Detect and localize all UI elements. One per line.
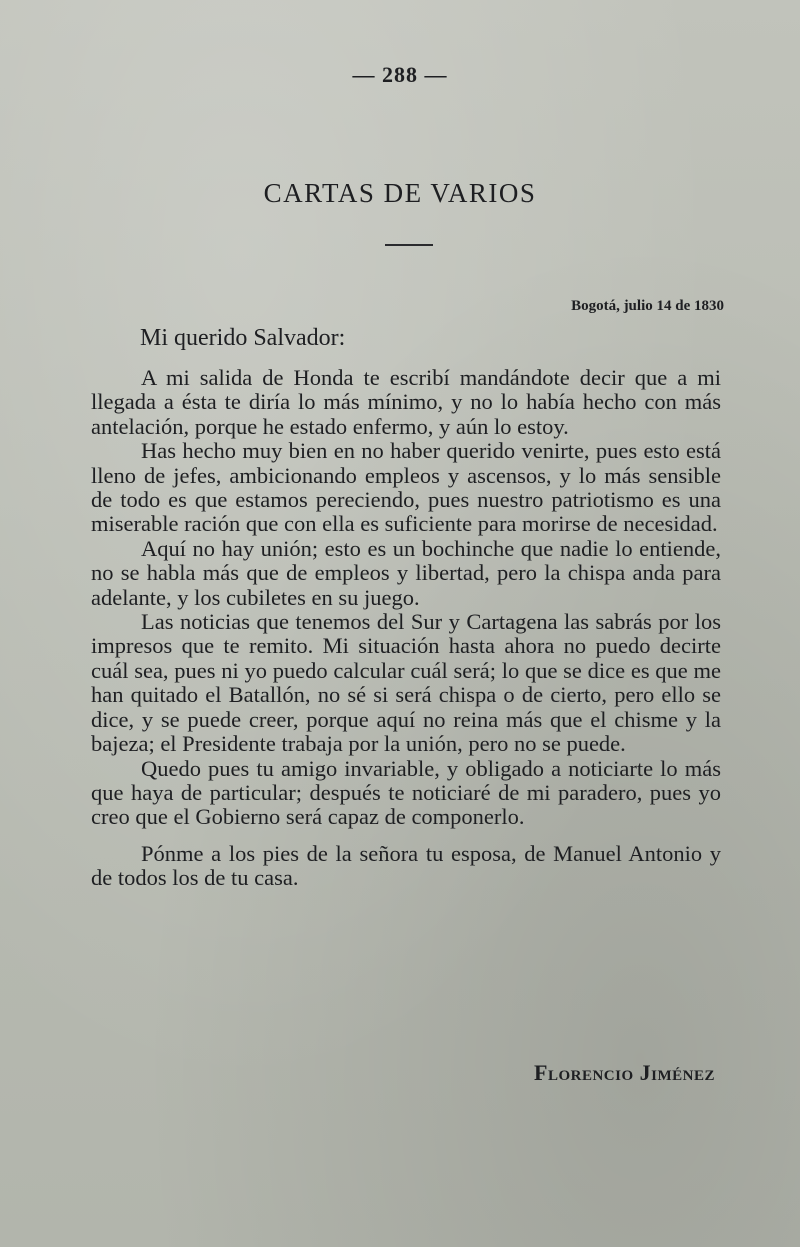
section-title: CARTAS DE VARIOS — [263, 178, 537, 208]
title-divider — [385, 244, 433, 246]
letter-paragraph: Has hecho muy bien en no haber querido venirte, pues esto está lleno de jefes, ambicionando empleos y ascensos, y lo más sensible de todo es que estamos pereciendo, pues nuestro patriotismo es una miserable ración que con ella es suficiente para morirse de necesidad. — [91, 438, 721, 537]
letter-paragraph: A mi salida de Honda te escribí mandándote decir que a mi llegada a ésta te diría lo más mínimo, y no lo había hecho con más antelación, porque he estado enfermo, y aún lo estoy. — [91, 365, 721, 439]
letter-body — [91, 366, 721, 891]
letter-paragraph: Aquí no hay unión; esto es un bochinche que nadie lo entiende, no se habla más que de empleos y libertad, pero la chispa anda para adelante, y los cubiletes en su juego. — [91, 535, 721, 610]
page-number: — 288 — — [352, 62, 448, 87]
letter-dateline: Bogotá, julio 14 de 1830 — [571, 298, 724, 314]
letter-paragraph: Las noticias que tenemos del Sur y Cartagena las sabrás por los impresos que te remito. Mi situación hasta ahora no puedo decirte cuál sea, pues ni yo puedo calcular cuál será; lo que se dice es que me han quitado el Batallón, no sé si será chispa o de cierto, pero ello se dice, y se puede creer, porque aquí no reina más que el chisme y la bajeza; el Presidente trabaja por la unión, pero no se puede. — [91, 609, 721, 757]
letter-closing: Pónme a los pies de la señora tu esposa, de Manuel Antonio y de todos los de tu casa. — [91, 840, 721, 891]
letter-signature: Florencio Jiménez — [534, 1060, 715, 1085]
letter-salutation: Mi querido Salvador: — [140, 325, 346, 351]
letter-paragraph: Quedo pues tu amigo invariable, y obligado a noticiarte lo más que haya de particular; después te noticiaré de mi paradero, pues yo creo que el Gobierno será capaz de componerlo. — [91, 755, 721, 830]
